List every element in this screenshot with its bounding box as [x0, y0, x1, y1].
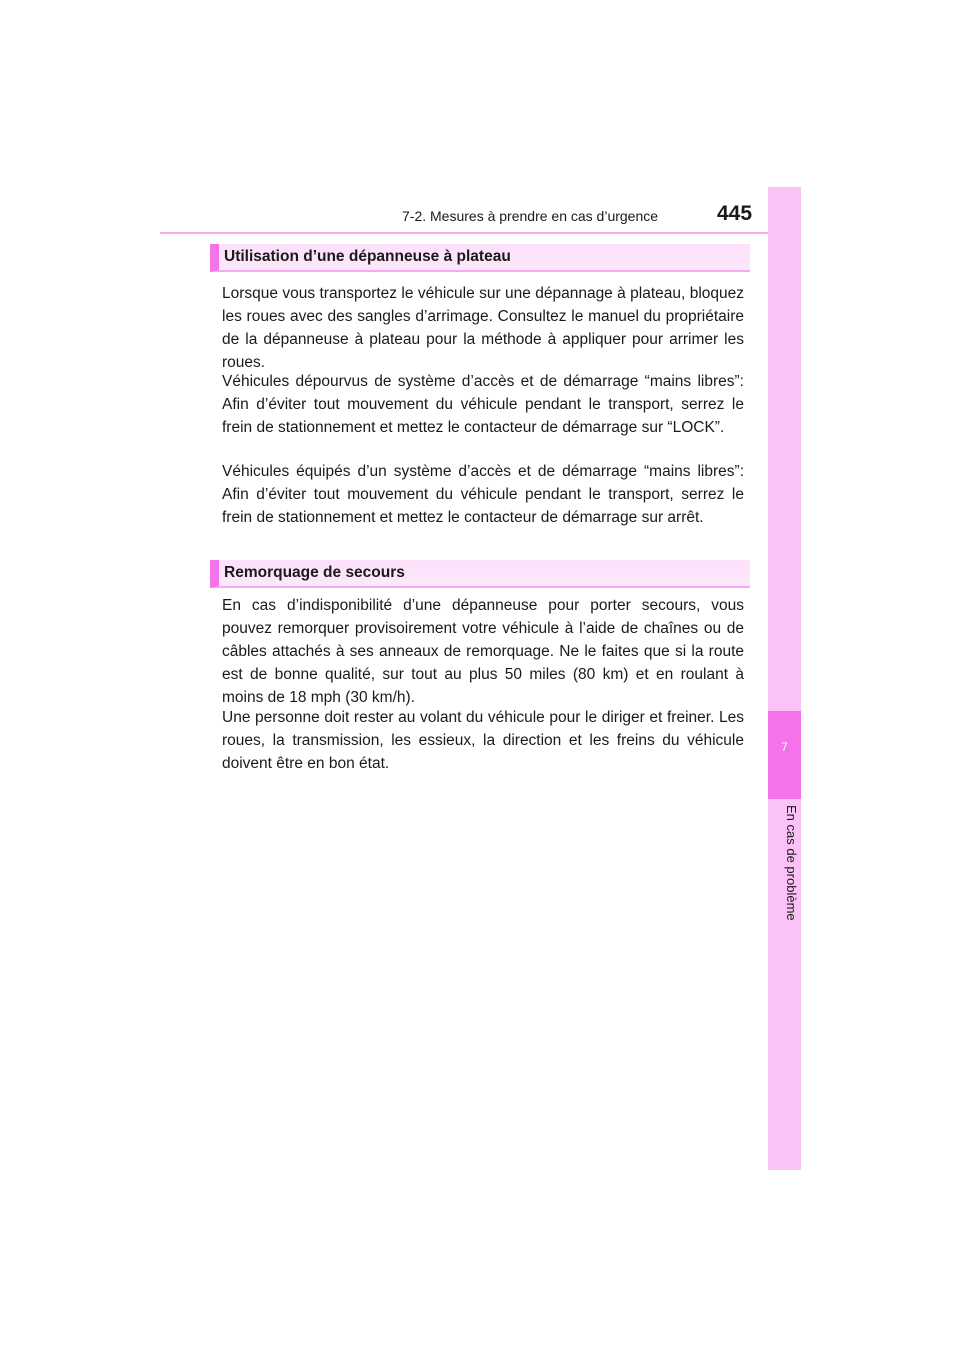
paragraph: Une personne doit rester au volant du véhicule pour le diriger et freiner. Les roues, la transmission, les essieux, la direction et les freins du véhicule doivent être en bon état. — [222, 709, 744, 772]
chapter-title: En cas de problème — [784, 805, 799, 921]
chapter-number: 7 — [781, 740, 788, 754]
paragraph: Véhicules dépourvus de système d’accès et de démarrage “mains libres”: Afin d’éviter tout mouvement du véhicule pendant le transport, serrez le frein de stationnement et mettez le contacteur de démarrage sur “LOCK”. — [222, 373, 744, 436]
paragraph: Lorsque vous transportez le véhicule sur une dépannage à plateau, bloquez les roues avec des sangles d’arrimage. Consultez le manuel du propriétaire de la dépanneuse à plateau pour la méthode à appliquer pour arrimer les roues. — [222, 285, 744, 371]
section-heading-text: Utilisation d’une dépanneuse à plateau — [224, 248, 511, 265]
header-divider — [160, 232, 800, 234]
paragraph: En cas d’indisponibilité d’une dépanneuse pour porter secours, vous pouvez remorquer provisoirement votre véhicule à l’aide de chaînes ou de câbles attachés à ses anneaux de remorquage. Ne le faites que si la route est de bonne qualité, sur tout au plus 50 miles (80 km) et en roulant à moins de 18 mph (30 km/h). — [222, 597, 744, 706]
paragraph: Véhicules équipés d’un système d’accès et de démarrage “mains libres”: Afin d’éviter tout mouvement du véhicule pendant le transport, serrez le frein de stationnement et mettez le contacteur de démarrage sur arrêt. — [222, 463, 744, 526]
section-heading-emergency-towing — [210, 560, 750, 588]
section-heading-text: Remorquage de secours — [224, 564, 405, 581]
page-number: 445 — [717, 202, 753, 225]
section-heading-flatbed — [210, 244, 750, 272]
chapter-side-tab — [768, 187, 801, 1170]
running-header-section: 7-2. Mesures à prendre en cas d’urgence — [402, 208, 659, 224]
chapter-tab-marker — [768, 711, 801, 799]
